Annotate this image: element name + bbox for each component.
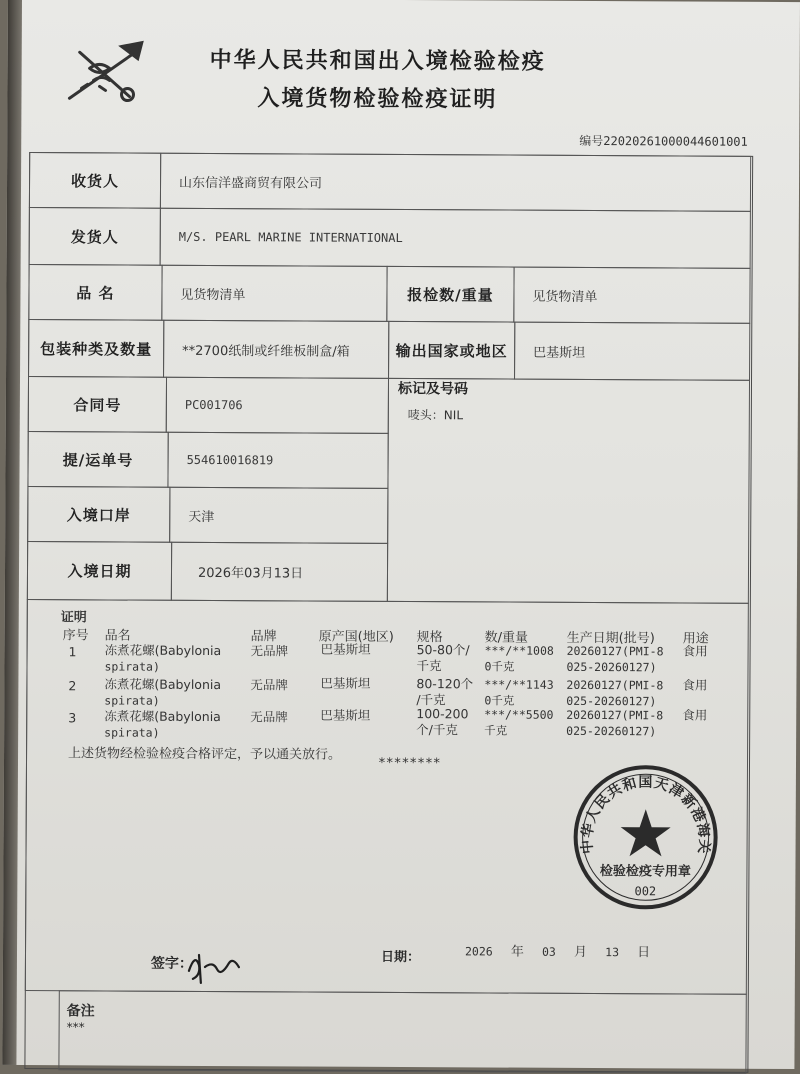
month-char: 月 bbox=[573, 944, 588, 960]
certificate-page bbox=[2, 0, 800, 1069]
row-prod-line2: 025-20260127) bbox=[566, 659, 657, 675]
row-use: 食用 bbox=[682, 643, 708, 659]
row-spec-line2: 千克 bbox=[416, 658, 442, 674]
entry-date-label: 入境日期 bbox=[27, 541, 172, 601]
col-header-no: 序号 bbox=[62, 628, 89, 644]
col-header-brand: 品牌 bbox=[250, 629, 277, 645]
row-spec bbox=[416, 642, 469, 674]
row-name-line1: 冻煮花螺(Babylonia bbox=[104, 642, 222, 659]
remarks-value: *** bbox=[66, 1020, 85, 1035]
row-prod-line2: 025-20260127) bbox=[566, 693, 657, 709]
marks-value: 唛头：NIL bbox=[407, 408, 464, 423]
row-name-line1: 冻煮花螺(Babylonia bbox=[104, 708, 221, 725]
table-row bbox=[69, 644, 77, 660]
seal-number: 002 bbox=[634, 884, 657, 899]
signature-label: 签字： bbox=[150, 955, 193, 972]
row-name bbox=[104, 708, 254, 741]
remarks-box bbox=[58, 990, 746, 1074]
handwritten-signature bbox=[185, 949, 245, 985]
remarks-label: 备注 bbox=[66, 1003, 95, 1020]
row-prod-line1: 20260127(PMI-8 bbox=[566, 677, 664, 693]
row-brand: 无品牌 bbox=[250, 643, 289, 659]
sign-date-value bbox=[465, 940, 650, 960]
origin-country-value: 巴基斯坦 bbox=[514, 322, 750, 381]
serial-value: 22020261000044601001 bbox=[603, 134, 748, 149]
contract-value: PC001706 bbox=[166, 377, 389, 434]
page-edge-shadow bbox=[2, 0, 22, 1065]
row-spec-line1: 80-120个 bbox=[416, 676, 474, 692]
certificate-title: 证明 bbox=[60, 610, 87, 626]
packing-value: **2700纸制或纤维板制盒/箱 bbox=[163, 320, 389, 379]
col-header-use: 用途 bbox=[682, 631, 709, 647]
official-seal bbox=[571, 763, 720, 912]
row-spec bbox=[416, 706, 468, 738]
consignor-value: M/S. PEARL MARINE INTERNATIONAL bbox=[160, 208, 751, 269]
row-qty-line2: 0千克 bbox=[484, 659, 515, 674]
row-spec-line1: 50-80个/ bbox=[416, 642, 470, 658]
entry-date-value: 2026年03月13日 bbox=[171, 542, 388, 602]
consignee-label: 收货人 bbox=[29, 152, 161, 209]
row-name-line2: spirata) bbox=[104, 725, 160, 740]
seal-ring-text: 中华人民共和国天津新港海关 bbox=[579, 774, 713, 856]
serial-label: 编号 bbox=[579, 133, 604, 149]
year-char: 年 bbox=[510, 944, 524, 960]
row-name-line2: spirata) bbox=[104, 693, 160, 708]
goods-label: 品 名 bbox=[28, 264, 162, 321]
seal-inner-text: 检验检疫专用章 bbox=[599, 864, 691, 880]
sign-date-label: 日期： bbox=[380, 949, 421, 966]
goods-value: 见货物清单 bbox=[161, 265, 387, 322]
row-name bbox=[104, 676, 254, 709]
stars-line: ******** bbox=[377, 755, 441, 772]
document-title: 中华人民共和国出入境检验检疫 bbox=[209, 47, 546, 75]
row-qty bbox=[484, 706, 553, 738]
row-name bbox=[104, 642, 254, 675]
col-header-name: 品名 bbox=[104, 628, 131, 644]
row-qty-line1: ***/**1143 bbox=[484, 677, 554, 692]
row-prod-line2: 025-20260127) bbox=[566, 723, 657, 739]
clearance-statement: 上述货物经检验检疫合格评定，予以通关放行。 bbox=[68, 746, 342, 763]
row-use: 食用 bbox=[682, 677, 708, 693]
bill-label: 提/运单号 bbox=[27, 431, 168, 488]
row-spec bbox=[416, 676, 473, 708]
row-no: 1 bbox=[68, 644, 77, 660]
row-prod-date bbox=[566, 707, 663, 740]
row-qty bbox=[484, 676, 553, 708]
col-header-prod-date: 生产日期(批号) bbox=[566, 630, 655, 647]
row-qty-line2: 千克 bbox=[484, 723, 508, 738]
row-no: 3 bbox=[68, 710, 77, 726]
row-origin: 巴基斯坦 bbox=[320, 707, 371, 723]
quantity-value: 见货物清单 bbox=[513, 267, 750, 324]
row-qty-line2: 0千克 bbox=[484, 693, 515, 708]
document-subtitle: 入境货物检验检疫证明 bbox=[257, 86, 498, 113]
row-spec-line2: /千克 bbox=[416, 692, 446, 708]
port-label: 入境口岸 bbox=[27, 486, 170, 543]
row-prod-line1: 20260127(PMI-8 bbox=[566, 707, 664, 723]
row-no: 2 bbox=[68, 678, 77, 694]
row-spec-line2: 个/千克 bbox=[416, 722, 458, 738]
port-value: 天津 bbox=[169, 487, 388, 544]
bill-value: 554610016819 bbox=[167, 432, 388, 489]
row-qty-line1: ***/**5500 bbox=[484, 707, 554, 722]
row-spec-line1: 100-200 bbox=[416, 706, 469, 722]
table-row bbox=[68, 678, 76, 694]
day-char: 日 bbox=[637, 945, 651, 961]
table-row bbox=[68, 710, 76, 726]
row-prod-date bbox=[566, 677, 663, 710]
row-brand: 无品牌 bbox=[250, 709, 288, 725]
consignee-value: 山东信洋盛商贸有限公司 bbox=[160, 153, 751, 212]
row-brand: 无品牌 bbox=[250, 677, 288, 693]
row-use: 食用 bbox=[682, 707, 708, 723]
row-qty bbox=[484, 642, 553, 674]
packing-label: 包装种类及数量 bbox=[28, 319, 164, 378]
col-header-qty: 数/重量 bbox=[484, 630, 529, 646]
quantity-label: 报检数/重量 bbox=[386, 266, 514, 323]
origin-country-label: 输出国家或地区 bbox=[388, 321, 515, 380]
serial-number bbox=[579, 132, 748, 150]
row-name-line1: 冻煮花螺(Babylonia bbox=[104, 676, 222, 693]
row-origin: 巴基斯坦 bbox=[320, 675, 371, 691]
marks-label: 标记及号码 bbox=[397, 380, 469, 398]
sign-date-year: 2026 bbox=[464, 944, 493, 959]
row-name-line2: spirata) bbox=[104, 659, 160, 674]
sign-date-day: 13 bbox=[605, 945, 620, 960]
row-prod-date bbox=[566, 643, 663, 676]
consignor-label: 发货人 bbox=[29, 207, 161, 266]
sign-date-month: 03 bbox=[541, 944, 556, 959]
col-header-spec: 规格 bbox=[416, 630, 443, 646]
contract-label: 合同号 bbox=[28, 376, 167, 433]
row-qty-line1: ***/**1008 bbox=[484, 643, 554, 658]
row-prod-line1: 20260127(PMI-8 bbox=[566, 643, 664, 659]
col-header-origin: 原产国(地区) bbox=[318, 629, 394, 645]
row-origin: 巴基斯坦 bbox=[320, 641, 371, 657]
